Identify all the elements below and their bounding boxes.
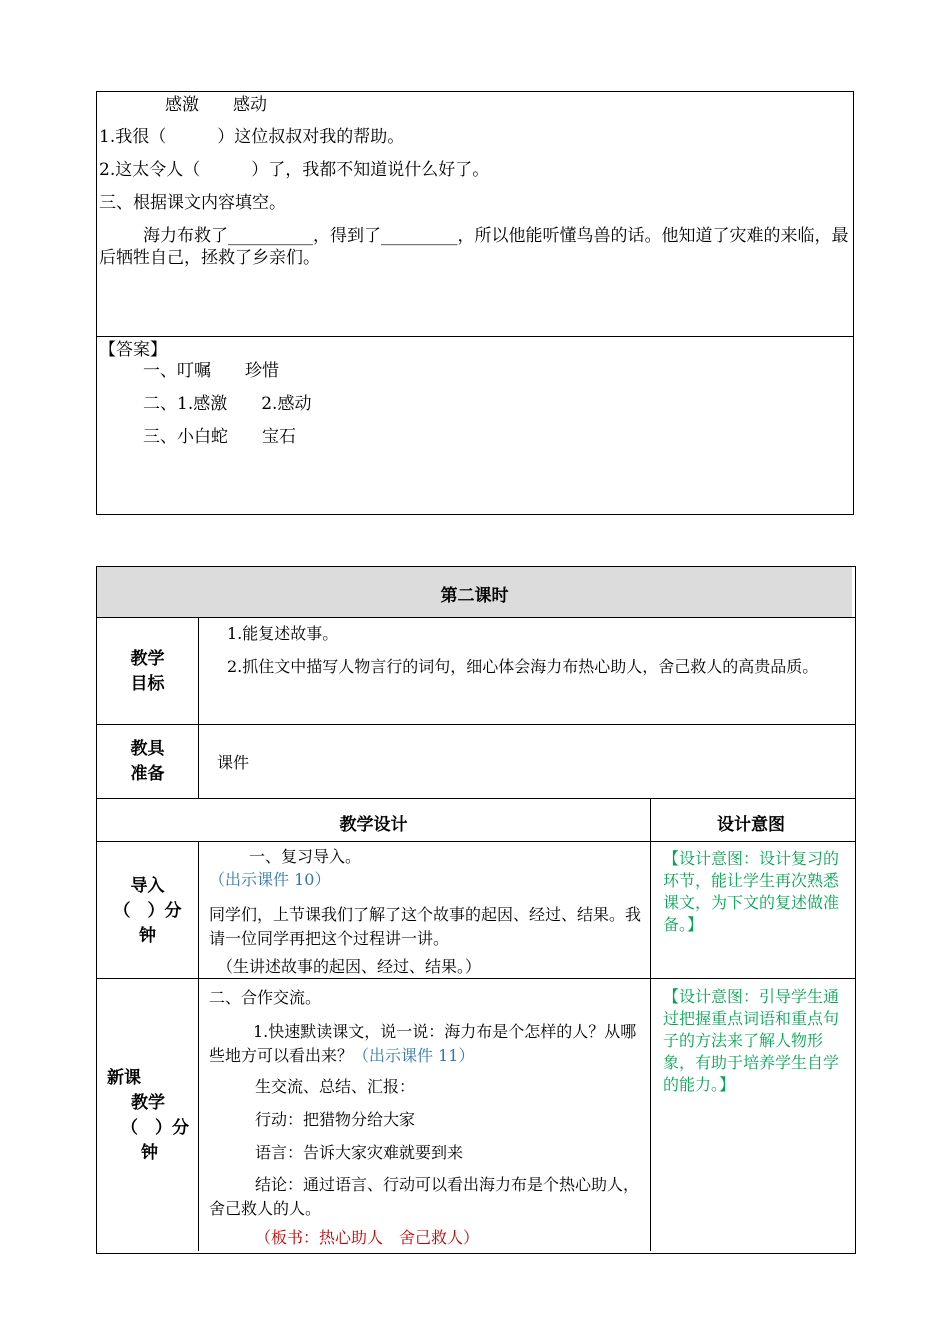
- col-line: [650, 798, 651, 1251]
- row-line: [97, 798, 855, 799]
- new-speech: 语言：告诉大家灾难就要到来: [255, 1143, 464, 1162]
- row-line: [97, 978, 855, 979]
- answer-3: 三、小白蛇 宝石: [143, 427, 296, 447]
- answer-2: 二、1.感激 2.感动: [143, 394, 312, 414]
- new-label-line3: （ ）分: [121, 1118, 189, 1138]
- new-action: 行动：把猎物分给大家: [255, 1110, 416, 1129]
- intro-step-title: 一、复习导入。: [249, 847, 362, 866]
- col-line: [198, 617, 199, 798]
- goal-1: 1.能复述故事。: [227, 624, 339, 643]
- answer-divider: [97, 336, 853, 337]
- goals-label: [97, 647, 198, 697]
- new-report: 生交流、总结、汇报：: [255, 1077, 416, 1096]
- exercise-q2-line2: 2.这太令人（ ）了，我都不知道说什么好了。: [99, 160, 490, 180]
- tools-label-line1: 教具: [130, 739, 165, 759]
- tools-label-line2: 准备: [130, 764, 165, 784]
- lesson-plan-table: [96, 566, 856, 1254]
- row-line: [97, 617, 855, 618]
- intro-label-line3: 钟: [139, 926, 156, 946]
- new-step-title: 二、合作交流。: [209, 988, 322, 1007]
- new-board: （板书：热心助人 舍己救人）: [255, 1228, 480, 1247]
- exercise-q3-body: 海力布救了__________，得到了_________，所以他能听懂鸟兽的话。他知道了灾难的来临，最后牺牲自己，拯救了乡亲们。: [99, 226, 849, 268]
- col-header-intent: 设计意图: [717, 815, 785, 835]
- intro-label-line2: （ ）分: [113, 901, 182, 921]
- new-lesson-label: [97, 1066, 198, 1166]
- goals-label-line1: 教学: [130, 649, 165, 669]
- new-question-text: 1.快速默读课文，说一说：海力布是个怎样的人？从哪些地方可以看出来？: [209, 1022, 637, 1065]
- new-question-1: [209, 1020, 649, 1068]
- intro-intent: 【设计意图：设计复习的环节，能让学生再次熟悉课文，为下文的复述做准备。】: [663, 849, 840, 934]
- intro-courseware: （出示课件 10）: [209, 870, 331, 889]
- answer-heading: 【答案】: [99, 340, 167, 360]
- new-courseware: （出示课件 11）: [353, 1046, 475, 1065]
- intro-text: 同学们，上节课我们了解了这个故事的起因、经过、结果。我请一位同学再把这个过程讲一讲。: [209, 905, 642, 948]
- lesson-title-row: [97, 567, 852, 617]
- new-label-line1: 新课: [107, 1068, 141, 1088]
- lesson-title: 第二课时: [440, 586, 509, 606]
- word-pair-2: 感激 感动: [165, 95, 267, 115]
- exercise-q3-title: 三、根据课文内容填空。: [99, 193, 286, 213]
- goals-label-line2: 目标: [130, 674, 165, 694]
- row-line: [97, 724, 855, 725]
- intro-label-line1: 导入: [130, 876, 165, 896]
- intro-student: （生讲述故事的起因、经过、结果。）: [217, 957, 482, 976]
- new-label-line2: 教学: [131, 1093, 165, 1113]
- row-line: [97, 841, 855, 842]
- new-conclusion: 结论：通过语言、行动可以看出海力布是个热心助人，舍己救人的人。: [209, 1175, 640, 1218]
- col-line: [198, 841, 199, 1251]
- col-header-design: 教学设计: [339, 815, 408, 835]
- intro-label: [97, 874, 198, 949]
- answer-1: 一、叮嘱 珍惜: [143, 361, 279, 381]
- tools-value: 课件: [217, 753, 250, 772]
- goal-2: 2.抓住文中描写人物言行的词句，细心体会海力布热心助人，舍己救人的高贵品质。: [227, 657, 819, 676]
- exercise-box: [96, 91, 854, 515]
- tools-label: [97, 737, 198, 787]
- new-label-line4: 钟: [141, 1143, 158, 1163]
- new-intent: 【设计意图：引导学生通过把握重点词语和重点句子的方法来了解人物形象，有助于培养学生自学的能力。】: [663, 987, 840, 1094]
- exercise-q2-line1: 1.我很（ ）这位叔叔对我的帮助。: [99, 127, 405, 147]
